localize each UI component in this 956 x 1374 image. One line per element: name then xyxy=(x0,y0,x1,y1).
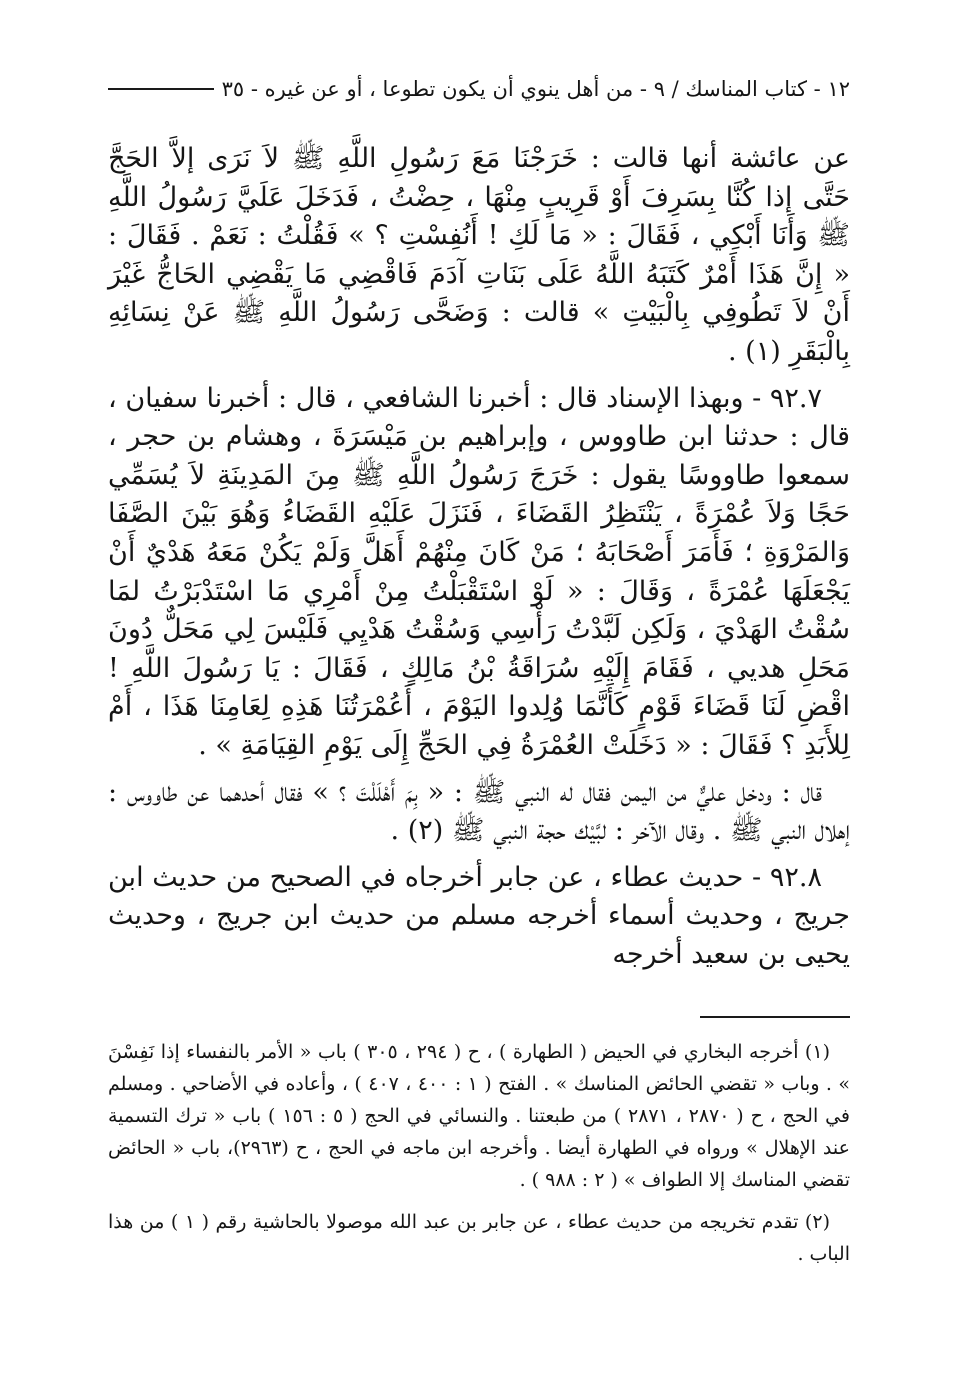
running-header-title: ١٢ - كتاب المناسك / ٩ - من أهل ينوي أن يكون تطوعا ، أو عن غيره - ٣٥ xyxy=(221,77,850,101)
footnote-2: (٢) تقدم تخريجه من حديث عطاء ، عن جابر بن عبد الله موصولا بالحاشية رقم ( ١ ) من هذا الباب . xyxy=(108,1211,850,1265)
paragraph-ali-yemen: قال : ودخل عليٌّ من اليمن فقال له النبي ﷺ : « بِمَ أَهْلَلْتَ ؟ » فقال أحدهما عن طاووس : إهلال النبي ﷺ . وقال الآخر : لبَّيْك حجة النبي ﷺ (٢) . xyxy=(108,776,850,847)
footnotes xyxy=(108,1036,850,1280)
footnote-separator xyxy=(700,1016,850,1018)
running-header xyxy=(108,72,850,106)
hadith-paragraph-92-7: ٩٢.٧ - وبهذا الإسناد قال : أخبرنا الشافعي ، قال : أخبرنا سفيان ، قال : حدثنا ابن طاووس ، وإبراهيم بن مَيْسَرَةَ ، وهشام بن حجر ، سمعوا طاووسًا يقول : خَرَجَ رَسُولُ اللَّهِ ﷺ مِنَ المَدِينَةِ لاَ يُسَمِّي حَجًا وَلاَ عُمْرَةً ، يَنْتَظِرُ القَضَاءَ ، فَنَزَلَ عَلَيْهِ القَضَاءُ وَهُوَ بَيْنَ الصَّفَا وَالمَرْوَةِ ؛ فَأَمَرَ أَصْحَابَهُ ؛ مَنْ كَانَ مِنْهُمْ أَهَلَّ وَلَمْ يَكُنْ مَعَهُ هَدْيٌ أَنْ يَجْعَلَهَا عُمْرَةً ، وَقَالَ : « لَوْ اسْتَقْبَلْتُ مِنْ أَمْرِي مَا اسْتَدْبَرْتُ لمَا سُقْتُ الهَدْيَ ، وَلَكِن لَبَّدْتُ رَأْسِي وَسُقْتُ هَدْيِي فَلَيْسَ لِي مَحَلٌّ دُونَ مَحَلِ هديي ، فَقَامَ إِلَيْهِ سُرَاقَةُ بْنُ مَالِكٍ ، فَقَالَ : يَا رَسُولَ اللَّهِ ! اقْضِ لَنَا قَضَاءَ قَوْمٍ كَأَنَّمَا وُلِدوا اليَوْمَ ، أَعُمْرَتُنَا هَذِهِ لِعَامِنَا هَذَا ، أَمْ لِلأَبَدِ ؟ فَقَالَ : « دَخَلَتْ العُمْرَةُ فِي الحَجِّ إِلَى يَوْمِ القِيَامَةِ » . xyxy=(108,382,850,761)
footnote-1: (١) أخرجه البخاري في الحيض ( الطهارة ) ، ح ( ٢٩٤ ، ٣٠٥ ) باب « الأمر بالنفساء إذا نَفِسْنَ » . وباب « تقضي الحائض المناسك » . الفتح ( ١ : ٤٠٠ ، ٤٠٧ ) ، وأعاده في الأضاحي . ومسلم في الحج ، ح ( ٢٨٧٠ ، ٢٨٧١ ) من طبعتنا . والنسائي في الحج ( ٥ : ١٥٦ ) باب « ترك التسمية عند الإهلال » ورواه في الطهارة أيضا . وأخرجه ابن ماجه في الحج ، ح (٢٩٦٣)، باب « الحائض تقضي المناسك إلا الطواف » ( ٢ : ٩٨٨ ) . xyxy=(108,1041,851,1191)
hadith-paragraph-aisha: عن عائشة أنها قالت : خَرَجْنَا مَعَ رَسُولِ اللَّهِ ﷺ لاَ نَرَى إلاَّ الحَجَّ حَتَّى إذا كُنَّا بِسَرِفَ أَوْ قَرِيبٍ مِنْهَا ، حِضْتُ ، فَدَخَلَ عَلَيَّ رَسُولُ اللَّهِ ﷺ وَأَنَا أَبْكِي ، فَقَالَ : « مَا لَكِ ! أَنُفِسْتِ ؟ » فَقُلْتُ : نَعَمْ . فَقَالَ : « إِنَّ هَذَا أَمْرٌ كَتَبَهُ اللَّهُ عَلَى بَنَاتِ آدَمَ فَاقْضِي مَا يَقْضِي الحَاجُّ غَيْرَ أَنْ لاَ تَطُوفِي بِالْبَيْتِ » قالت : وَضَحَّى رَسُولُ اللَّهِ ﷺ عَنْ نِسَائِهِ بِالْبَقَرِ (١) . xyxy=(108,143,850,367)
hadith-paragraph-92-8: ٩٢.٨ - حديث عطاء ، عن جابر أخرجاه في الصحيح من حديث ابن جريج ، وحديث أسماء أخرجه مسلم من حديث ابن جريج ، وحديث يحيى بن سعيد أخرجه xyxy=(108,861,850,970)
main-text xyxy=(108,140,850,982)
header-rule xyxy=(108,88,214,90)
